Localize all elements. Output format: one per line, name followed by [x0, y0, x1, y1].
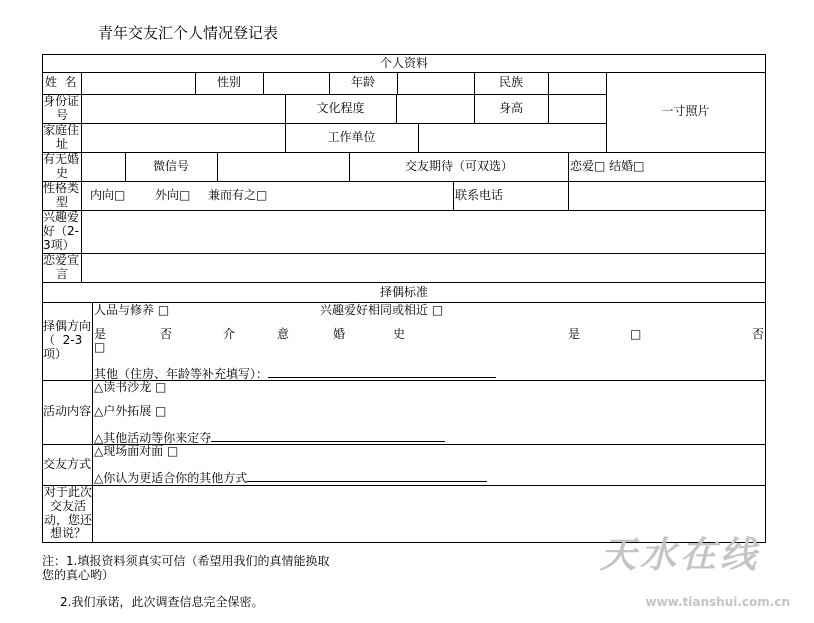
section-criteria-heading: 择偶标准 — [379, 285, 428, 299]
workplace-label: 工作单位 — [327, 130, 376, 144]
age-input[interactable] — [398, 73, 473, 93]
personality-option-introvert[interactable]: 内向□ — [90, 188, 126, 202]
watermark-url: www.tianshui.com.cn — [645, 595, 790, 609]
col-line — [453, 181, 454, 210]
gender-input[interactable] — [264, 73, 328, 93]
thoughts-label — [42, 486, 94, 541]
row-line — [42, 282, 766, 283]
name-label: 姓 名 — [45, 75, 77, 89]
thoughts-label-line3: 动，您还 — [43, 512, 92, 527]
direction-label-line2: （ 2-3 — [43, 332, 83, 347]
marital-history-label-line2: 史 — [55, 165, 68, 180]
direction-label — [43, 320, 91, 361]
id-number-label-line2: 号 — [55, 107, 68, 122]
address-label — [43, 124, 81, 152]
wechat-input[interactable] — [218, 153, 348, 180]
direction-other-input[interactable] — [268, 366, 496, 378]
col-line — [349, 152, 350, 181]
col-line — [568, 152, 569, 210]
love-declaration-label-line2: 言 — [55, 266, 68, 281]
personality-label-line1: 性格类 — [43, 181, 80, 195]
direction-marital-char: 否 — [752, 327, 765, 341]
personality-option-both[interactable]: 兼而有之□ — [208, 188, 268, 202]
note-1-line2: 您的真心哟） — [42, 567, 115, 582]
direction-label-line1: 择偶方向 — [43, 319, 92, 333]
direction-option-character[interactable]: 人品与修养 □ — [94, 303, 170, 317]
direction-label-line3: 项） — [43, 346, 68, 361]
activity-option-outdoor[interactable]: △户外拓展 □ — [94, 404, 167, 418]
notes — [42, 555, 329, 583]
direction-marital-char: 史 — [393, 327, 406, 341]
expectation-options[interactable]: 恋爱□ 结婚□ — [570, 159, 645, 173]
education-label: 文化程度 — [316, 101, 365, 115]
activity-option-reading-salon[interactable]: △读书沙龙 □ — [94, 380, 167, 394]
love-declaration-label-line1: 恋爱宣 — [43, 253, 80, 267]
hobby-label-line1: 兴趣爱 — [43, 210, 80, 224]
hobby-input[interactable] — [82, 211, 764, 252]
activity-label: 活动内容 — [43, 404, 92, 418]
direction-marital-checkbox[interactable]: □ — [94, 340, 106, 354]
ethnicity-input[interactable] — [549, 73, 605, 93]
activity-other-input[interactable] — [211, 430, 445, 442]
form-title: 青年交友汇个人情况登记表 — [98, 24, 279, 42]
workplace-input[interactable] — [419, 124, 605, 151]
thoughts-label-line2: 交友活 — [49, 498, 86, 513]
expectation-label: 交友期待（可双选） — [405, 159, 514, 173]
phone-label: 联系电话 — [455, 188, 504, 202]
thoughts-label-line1: 对于此次 — [43, 485, 92, 499]
gender-label: 性别 — [216, 75, 241, 89]
id-number-label — [43, 95, 81, 123]
id-number-input[interactable] — [82, 95, 284, 122]
note-1-line1: 注：1.填报资料须真实可信（希望用我们的真情能换取 — [42, 554, 330, 568]
watermark-logo — [600, 527, 790, 609]
education-input[interactable] — [397, 95, 473, 122]
note-2: 2.我们承诺，此次调查信息完全保密。 — [60, 595, 264, 609]
wechat-label: 微信号 — [152, 159, 189, 173]
address-label-line2: 址 — [55, 136, 68, 151]
age-label: 年龄 — [350, 75, 375, 89]
direction-option-hobby[interactable]: 兴趣爱好相同或相近 □ — [320, 303, 444, 317]
method-other-label: △你认为更适合你的其他方式 — [94, 471, 248, 485]
hobby-label-line2: 好（2- — [43, 223, 79, 238]
height-input[interactable] — [549, 95, 605, 122]
love-declaration-label — [43, 254, 81, 282]
direction-marital-char: 意 — [277, 327, 290, 341]
marital-history-label-line1: 有无婚 — [43, 152, 80, 166]
marital-history-label — [43, 153, 81, 181]
personality-label — [43, 182, 81, 210]
direction-marital-char: 介 — [223, 327, 236, 341]
thoughts-label-line4: 想说？ — [49, 526, 86, 541]
direction-marital-checkbox[interactable]: □ — [630, 327, 642, 341]
direction-marital-char: 否 — [160, 327, 173, 341]
direction-other-label: 其他（住房、年龄等补充填写）： — [94, 367, 269, 381]
direction-marital-char: 是 — [94, 327, 107, 341]
method-label: 交友方式 — [43, 457, 92, 471]
watermark-text: 天水在线 — [600, 535, 761, 576]
section-personal-heading: 个人资料 — [379, 56, 428, 70]
activity-other-label: △其他活动等你来定夺 — [94, 431, 212, 445]
love-declaration-input[interactable] — [82, 254, 764, 281]
row-line — [42, 152, 766, 153]
phone-input[interactable] — [570, 182, 764, 209]
name-input[interactable] — [82, 73, 194, 93]
address-input[interactable] — [82, 124, 284, 151]
height-label: 身高 — [498, 101, 523, 115]
personality-label-line2: 型 — [55, 194, 68, 209]
photo-placeholder[interactable]: 一寸照片 — [661, 104, 710, 118]
hobby-label — [43, 211, 79, 252]
id-number-label-line1: 身份证 — [43, 94, 80, 108]
direction-marital-char: 是 — [568, 327, 581, 341]
hobby-label-line3: 3项） — [43, 237, 75, 252]
method-other-input[interactable] — [247, 470, 487, 482]
table-border-top — [42, 54, 766, 55]
method-other — [94, 470, 487, 486]
address-label-line1: 家庭住 — [43, 123, 80, 137]
personality-option-extrovert[interactable]: 外向□ — [155, 188, 191, 202]
direction-marital-char: 婚 — [333, 327, 346, 341]
ethnicity-label: 民族 — [498, 75, 523, 89]
method-option-in-person[interactable]: △现场面对面 □ — [94, 444, 179, 458]
marital-history-input[interactable] — [82, 153, 124, 180]
